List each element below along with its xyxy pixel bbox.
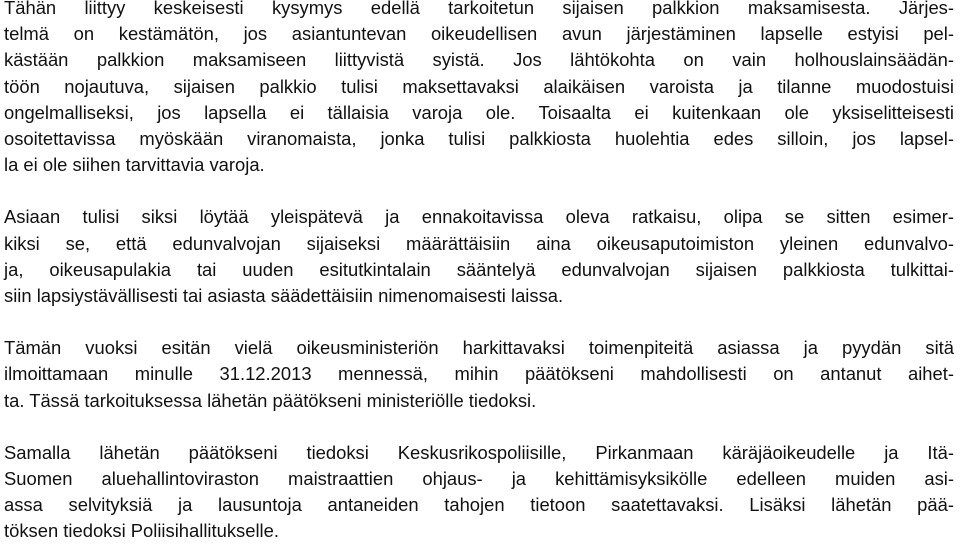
paragraph-toimenpiteet <box>4 335 954 414</box>
paragraph-ratkaisu <box>4 204 954 309</box>
text-line: töksen tiedoksi Poliisihallitukselle. <box>4 520 279 542</box>
text-line: ta. Tässä tarkoituksessa lähetän päätökseni ministeriölle tiedoksi. <box>4 389 537 411</box>
text-line: ja, oikeusapulakia tai uuden esitutkintalain sääntelyä edunvalvojan sijaisen palkkiosta tulkittai- <box>4 258 954 280</box>
paragraph-sijaisen-palkkio <box>4 0 954 178</box>
text-line: töön nojautuva, sijaisen palkkio tulisi maksettavaksi alaikäisen varoista ja tilanne muodostuisi <box>4 75 954 97</box>
text-line: kiksi se, että edunvalvojan sijaiseksi määrättäisiin aina oikeusaputoimiston yleinen edunvalvo- <box>4 232 954 254</box>
text-line: Suomen aluehallintoviraston maistraattien ohjaus- ja kehittämisyksikölle edelleen muiden asi- <box>4 468 954 490</box>
text-line: osoitettavissa myöskään viranomaista, jonka tulisi palkkiosta huolehtia edes silloin, jos lapsel- <box>4 128 954 150</box>
text-line: Tämän vuoksi esitän vielä oikeusministeriön harkittavaksi toimenpiteitä asiassa ja pyydän sitä <box>4 337 954 359</box>
paragraph-tiedoksi <box>4 440 954 545</box>
paragraph-spacer <box>4 178 954 204</box>
text-line: Samalla lähetän päätökseni tiedoksi Keskusrikospoliisille, Pirkanmaan käräjäoikeudelle ja Itä- <box>4 441 954 463</box>
text-line: siin lapsiystävällisesti tai asiasta säädettäisiin nimenomaisesti laissa. <box>4 285 564 307</box>
paragraph-spacer <box>4 309 954 335</box>
text-line: telmä on kestämätön, jos asiantuntevan oikeudellisen avun järjestäminen lapselle estyisi pel- <box>4 23 954 45</box>
text-line: Tähän liittyy keskeisesti kysymys edellä tarkoitetun sijaisen palkkion maksamisesta. Järjes- <box>4 0 954 18</box>
paragraph-spacer <box>4 414 954 440</box>
text-line: Asiaan tulisi siksi löytää yleispätevä ja ennakoitavissa oleva ratkaisu, olipa se sitten esimer- <box>4 206 954 228</box>
text-line: ilmoittamaan minulle 31.12.2013 mennessä, mihin päätökseni mahdollisesti on antanut aihet- <box>4 363 954 385</box>
text-line: ongelmalliseksi, jos lapsella ei tällaisia varoja ole. Toisaalta ei kuitenkaan ole yksiselitteisesti <box>4 101 954 123</box>
text-line: kästään palkkion maksamiseen liittyvistä syistä. Jos lähtökohta on vain holhouslainsäädän- <box>4 49 954 71</box>
text-line: la ei ole siihen tarvittavia varoja. <box>4 154 265 176</box>
text-line: assa selvityksiä ja lausuntoja antaneiden tahojen tietoon saatettavaksi. Lisäksi lähetän pää- <box>4 494 954 516</box>
